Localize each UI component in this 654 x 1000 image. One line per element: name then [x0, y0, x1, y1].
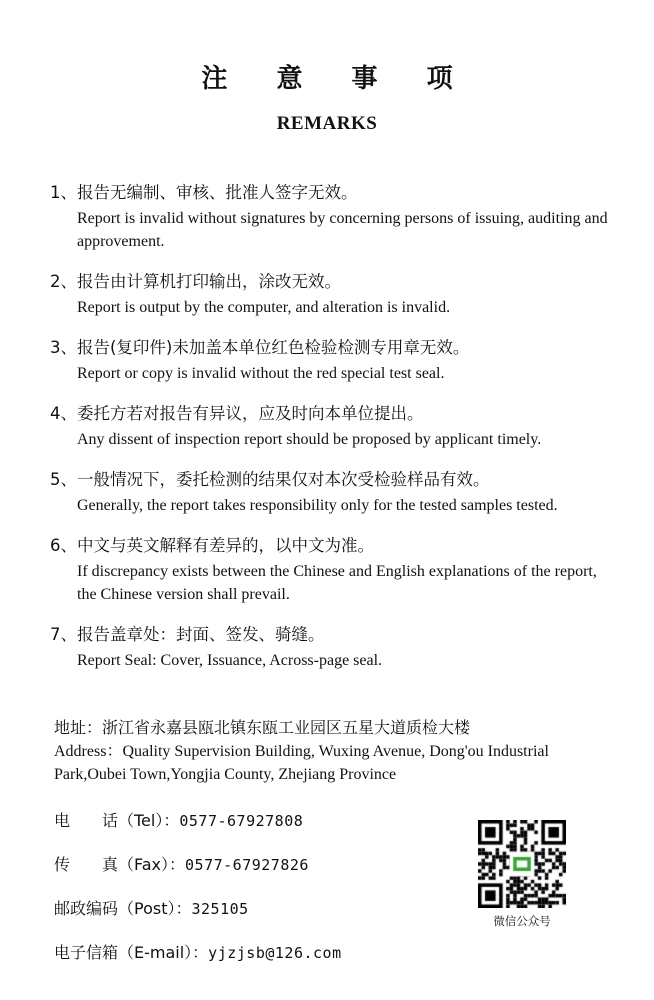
qr-code-icon: [478, 820, 566, 908]
remark-english: Generally, the report takes responsibility only for the tested samples tested.: [77, 496, 558, 514]
postcode-value: 325105: [191, 900, 249, 919]
list-item: [50, 468, 610, 517]
remark-chinese: 4、委托方若对报告有异议，应及时向本单位提出。: [50, 404, 424, 423]
telephone-label: 电 话（Tel）：: [54, 811, 180, 831]
fax-label: 传 真（Fax）：: [54, 855, 186, 875]
remark-english: If discrepancy exists between the Chinese and English explanations of the report, the Chinese version shall prevail.: [77, 562, 597, 603]
wechat-qr-block: [474, 820, 570, 929]
address-english: Address：Quality Supervision Building, Wuxing Avenue, Dong'ou Industrial Park,Oubei Town,Yongjia County, Zhejiang Province: [54, 742, 549, 784]
remark-chinese: 1、报告无编制、审核、批准人签字无效。: [50, 183, 358, 202]
list-item: [50, 402, 610, 451]
remark-english: Report is output by the computer, and alteration is invalid.: [77, 298, 451, 316]
list-item: [50, 336, 610, 385]
address-chinese: 地址：浙江省永嘉县瓯北镇东瓯工业园区五星大道质检大楼: [54, 717, 471, 737]
page-title-chinese: 注 意 事 项: [201, 64, 473, 94]
qr-caption: 微信公众号: [493, 913, 551, 928]
remark-chinese: 3、报告(复印件)未加盖本单位红色检验检测专用章无效。: [50, 338, 470, 358]
email-label: 电子信箱（E-mail）：: [54, 943, 209, 963]
contact-block: [54, 716, 610, 963]
email-line: [54, 940, 610, 963]
postcode-label: 邮政编码（Post）：: [54, 899, 192, 919]
remark-english: Any dissent of inspection report should be proposed by applicant timely.: [77, 430, 542, 448]
remark-chinese: 7、报告盖章处：封面、签发、骑缝。: [50, 625, 325, 644]
remark-english: Report or copy is invalid without the red special test seal.: [77, 364, 445, 382]
telephone-value: 0577-67927808: [179, 812, 304, 831]
fax-value: 0577-67927826: [185, 856, 309, 875]
email-value: yjzjsb@126.com: [208, 944, 342, 963]
remark-chinese: 2、报告由计算机打印输出，涂改无效。: [50, 272, 341, 292]
remark-english: Report is invalid without signatures by concerning persons of issuing, auditing and approvement.: [77, 209, 608, 250]
list-item: [50, 181, 610, 253]
remark-chinese: 6、中文与英文解释有差异的，以中文为准。: [50, 535, 374, 555]
page-title-english: REMARKS: [276, 113, 378, 134]
remark-english: Report Seal: Cover, Issuance, Across-page seal.: [77, 651, 383, 669]
list-item: [50, 270, 610, 319]
list-item: [50, 623, 610, 672]
remarks-list: [50, 181, 610, 672]
list-item: [50, 534, 610, 606]
remark-chinese: 5、一般情况下，委托检测的结果仅对本次受检验样品有效。: [50, 469, 490, 489]
